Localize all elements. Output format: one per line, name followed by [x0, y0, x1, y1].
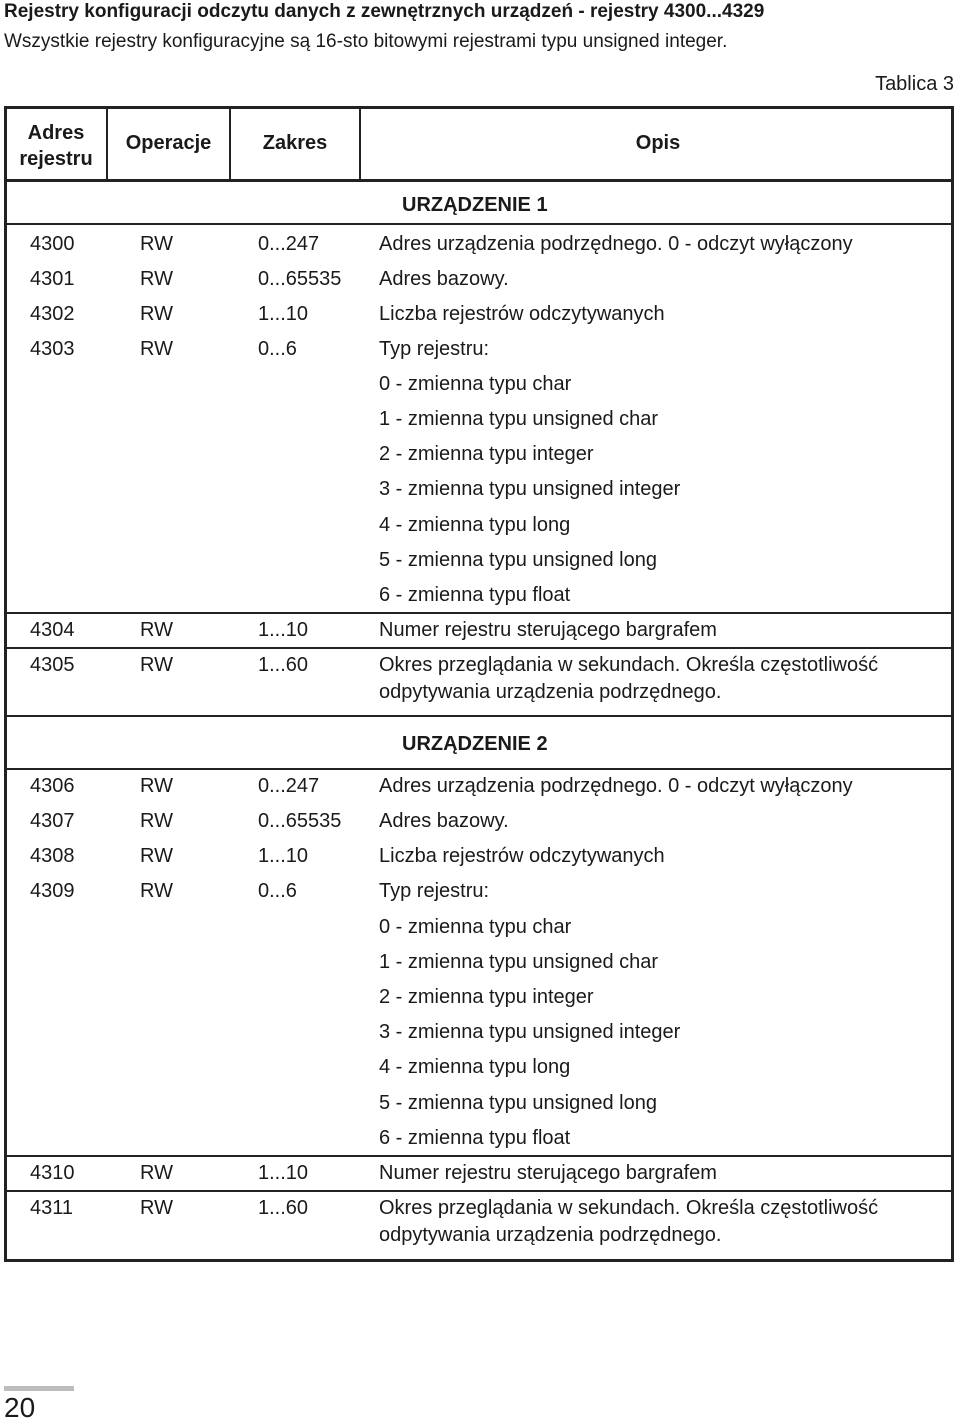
cell-description-option: 5 - zmienna typu unsigned long: [379, 1092, 657, 1114]
cell-description: Typ rejestru:: [379, 338, 490, 360]
cell-operations: RW: [140, 654, 173, 676]
cell-address: 4305: [30, 654, 75, 676]
header-divider: [4, 179, 954, 182]
cell-range: 0...65535: [258, 268, 342, 290]
row-divider: [4, 768, 954, 770]
cell-description-option: 5 - zmienna typu unsigned long: [379, 549, 657, 571]
row-divider: [4, 647, 954, 649]
row-divider: [4, 1190, 954, 1192]
cell-address: 4302: [30, 303, 75, 325]
cell-description-option: 3 - zmienna typu unsigned integer: [379, 1021, 681, 1043]
column-header-address: [6, 120, 106, 172]
cell-range: 0...65535: [258, 810, 342, 832]
cell-description-option: 1 - zmienna typu unsigned char: [379, 408, 659, 430]
row-divider: [4, 1155, 954, 1157]
cell-description: Okres przeglądania w sekundach. Określa częstotliwość: [379, 1197, 879, 1219]
cell-address: 4308: [30, 845, 75, 867]
cell-description: Adres urządzenia podrzędnego. 0 - odczyt wyłączony: [379, 233, 853, 255]
column-header-description: Opis: [635, 132, 681, 154]
section-title-device-1: URZĄDZENIE 1: [402, 194, 548, 216]
cell-operations: RW: [140, 233, 173, 255]
cell-description: Okres przeglądania w sekundach. Określa częstotliwość: [379, 654, 879, 676]
cell-address: 4301: [30, 268, 75, 290]
cell-description: Liczba rejestrów odczytywanych: [379, 303, 665, 325]
cell-operations: RW: [140, 338, 173, 360]
cell-description: Numer rejestru sterującego bargrafem: [379, 1162, 717, 1184]
cell-range: 1...10: [258, 303, 309, 325]
cell-description-option: 6 - zmienna typu float: [379, 584, 571, 606]
cell-operations: RW: [140, 775, 173, 797]
cell-operations: RW: [140, 1197, 173, 1219]
cell-range: 0...247: [258, 775, 320, 797]
cell-address: 4309: [30, 880, 75, 902]
cell-operations: RW: [140, 845, 173, 867]
cell-range: 0...6: [258, 338, 297, 360]
cell-description: Numer rejestru sterującego bargrafem: [379, 619, 717, 641]
cell-description-continued: odpytywania urządzenia podrzędnego.: [379, 1224, 722, 1246]
cell-description-option: 6 - zmienna typu float: [379, 1127, 571, 1149]
cell-description: Adres urządzenia podrzędnego. 0 - odczyt wyłączony: [379, 775, 853, 797]
cell-operations: RW: [140, 1162, 173, 1184]
table-label: Tablica 3: [875, 73, 954, 95]
cell-address: 4306: [30, 775, 75, 797]
cell-description-option: 4 - zmienna typu long: [379, 514, 571, 536]
column-header-address-line1: Adres: [27, 122, 85, 144]
column-header-range: Zakres: [262, 132, 328, 154]
cell-description-option: 4 - zmienna typu long: [379, 1056, 571, 1078]
cell-description: Adres bazowy.: [379, 810, 509, 832]
row-divider: [4, 223, 954, 225]
cell-description-option: 3 - zmienna typu unsigned integer: [379, 478, 681, 500]
cell-operations: RW: [140, 303, 173, 325]
page-subtitle: Wszystkie rejestry konfiguracyjne są 16-sto bitowymi rejestrami typu unsigned integer.: [4, 31, 728, 52]
cell-operations: RW: [140, 619, 173, 641]
cell-address: 4304: [30, 619, 75, 641]
cell-address: 4311: [30, 1197, 74, 1219]
column-header-operations: Operacje: [125, 132, 212, 154]
cell-description: Adres bazowy.: [379, 268, 509, 290]
cell-description-option: 0 - zmienna typu char: [379, 916, 572, 938]
cell-address: 4303: [30, 338, 75, 360]
cell-description-option: 0 - zmienna typu char: [379, 373, 572, 395]
cell-range: 1...60: [258, 1197, 309, 1219]
page-number-bar: [4, 1386, 74, 1391]
cell-operations: RW: [140, 810, 173, 832]
cell-description-continued: odpytywania urządzenia podrzędnego.: [379, 681, 722, 703]
column-header-address-line2: rejestru: [19, 148, 93, 170]
cell-description-option: 2 - zmienna typu integer: [379, 986, 594, 1008]
cell-description-option: 1 - zmienna typu unsigned char: [379, 951, 659, 973]
cell-address: 4310: [30, 1162, 75, 1184]
cell-address: 4307: [30, 810, 75, 832]
page-number: 20: [4, 1392, 36, 1423]
cell-range: 0...247: [258, 233, 320, 255]
cell-address: 4300: [30, 233, 75, 255]
cell-description: Liczba rejestrów odczytywanych: [379, 845, 665, 867]
row-divider: [4, 612, 954, 614]
cell-range: 1...10: [258, 845, 309, 867]
section-title-device-2: URZĄDZENIE 2: [402, 733, 548, 755]
cell-range: 1...60: [258, 654, 309, 676]
cell-range: 0...6: [258, 880, 297, 902]
cell-description-option: 2 - zmienna typu integer: [379, 443, 594, 465]
cell-operations: RW: [140, 268, 173, 290]
cell-range: 1...10: [258, 1162, 309, 1184]
cell-operations: RW: [140, 880, 173, 902]
row-divider: [4, 715, 954, 717]
cell-range: 1...10: [258, 619, 309, 641]
cell-description: Typ rejestru:: [379, 880, 490, 902]
page-title: Rejestry konfiguracji odczytu danych z zewnętrznych urządzeń - rejestry 4300...4329: [4, 1, 765, 22]
